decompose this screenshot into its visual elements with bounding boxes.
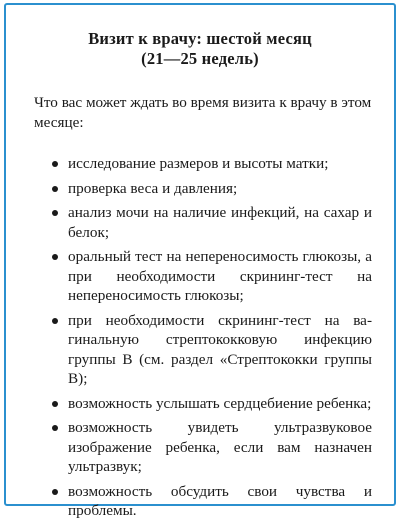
bullet-icon (52, 210, 58, 216)
intro-paragraph: Что вас может ждать во время визита к врачу в этом месяце: (34, 94, 372, 131)
bullet-icon (52, 254, 58, 260)
list-item-text: возможность увидеть ультразвуковое изображение ребенка, если вам назначен ультразвук; (68, 419, 372, 475)
bullet-icon (52, 489, 58, 495)
bullet-icon (52, 318, 58, 324)
checklist (6, 154, 394, 521)
list-item-text: оральный тест на непереносимость глюкозы, а при необходимости скрининг-тест на непереносимость глюкозы; (68, 248, 372, 304)
list-item-text: возможность услышать сердцебиение ребенка; (68, 394, 372, 412)
list-item-text: проверка веса и давления; (68, 179, 238, 197)
list-item (6, 203, 394, 242)
bullet-icon (52, 425, 58, 431)
sidebar-box (4, 3, 396, 519)
list-item (6, 311, 394, 389)
bullet-icon (52, 401, 58, 407)
list-item (6, 394, 394, 414)
list-item (6, 247, 394, 306)
bullet-icon (52, 186, 58, 192)
list-item (6, 482, 394, 521)
list-item (6, 418, 394, 477)
bullet-icon (52, 161, 58, 167)
list-item (6, 179, 394, 199)
list-item-text: при необходимости скрининг-тест на вагинальную стрептококковую инфекцию группы В (см. раздел «Стрептококки группы В); (68, 311, 372, 387)
list-item-text: анализ мочи на наличие инфекций, на сахар и белок; (68, 204, 372, 241)
list-item (6, 154, 394, 174)
list-item-text: возможность обсудить свои чувства и проблемы. (68, 482, 372, 519)
box-title-line-1: Визит к врачу: шестой месяц (88, 29, 312, 48)
box-title-line-2: (21—25 недель) (141, 49, 259, 68)
box-title (6, 29, 394, 69)
list-item-text: исследование размеров и высоты матки; (68, 155, 329, 172)
